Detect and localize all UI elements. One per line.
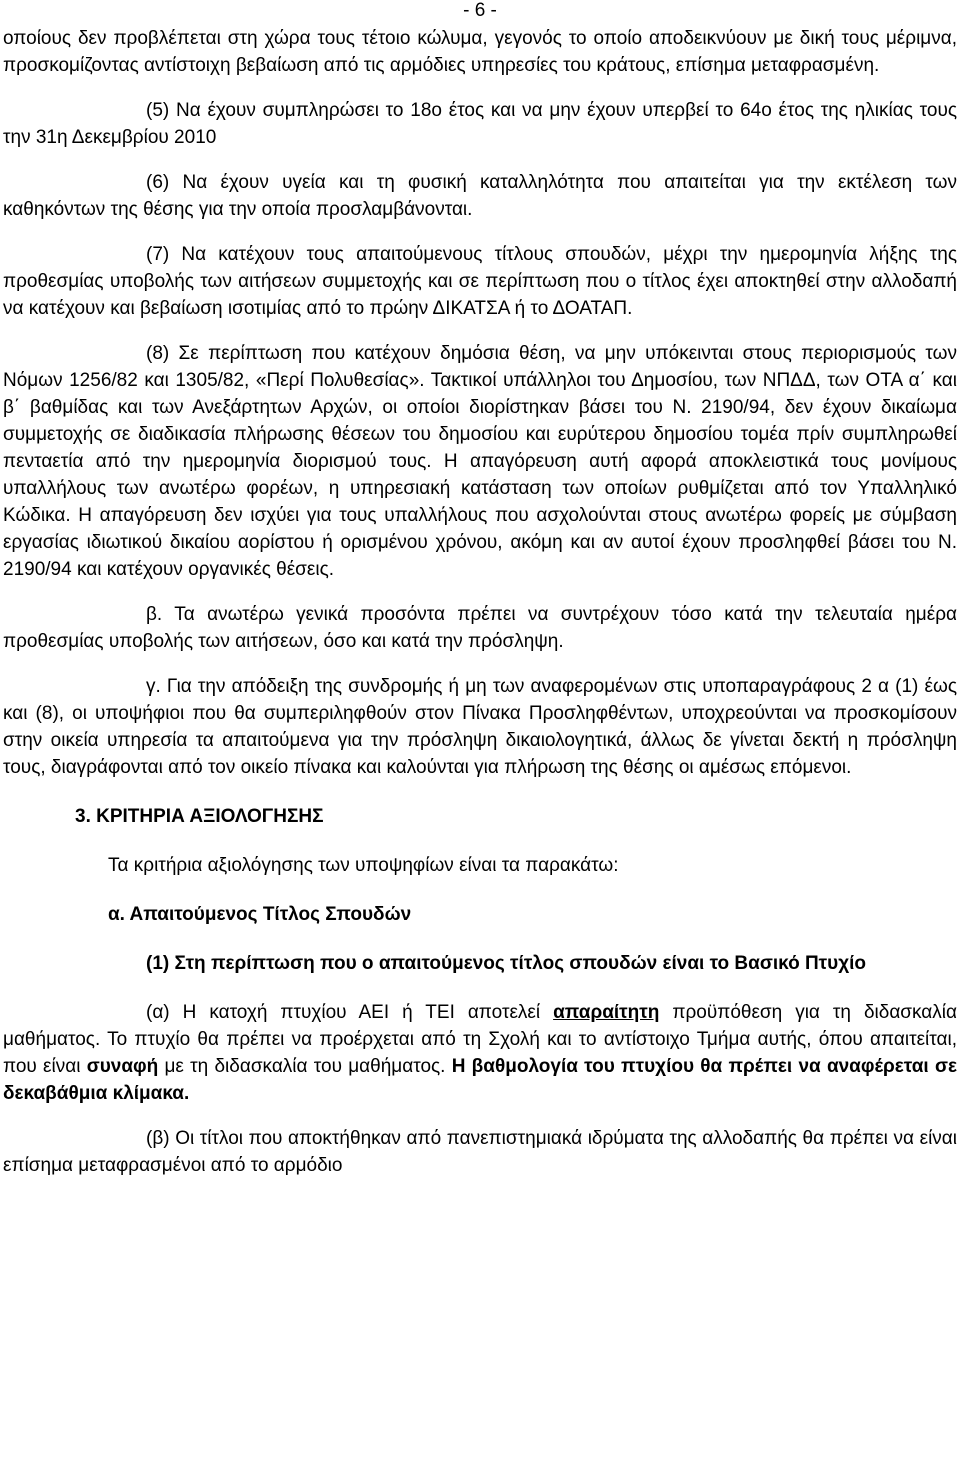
criteria-intro: Τα κριτήρια αξιολόγησης των υποψηφίων είναι τα παρακάτω: [108,855,619,876]
paragraph-alpha-part1: (α) Η κατοχή πτυχίου ΑΕΙ ή ΤΕΙ αποτελεί [146,1002,554,1023]
bold-sentence: Η βαθμολογία του πτυχίου θα πρέπει να αναφέρεται σε δεκαβάθμια κλίμακα. [3,1056,957,1104]
bold-term: συναφή [86,1056,159,1077]
paragraph-b: β. Τα ανωτέρω γενικά προσόντα πρέπει να συντρέχουν τόσο κατά την τελευταία ημέρα προθεσμίας υποβολής των αιτήσεων, όσο και κατά την πρόσληψη. [3,604,957,652]
paragraph-item-8: (8) Σε περίπτωση που κατέχουν δημόσια θέση, να μην υπόκεινται στους περιορισμούς των Νόμων 1256/82 και 1305/82, «Περί Πολυθεσίας». Τακτικοί υπάλληλοι του Δημοσίου, των ΝΠΔΔ, των ΟΤΑ α΄ και β΄ βαθμίδας και των Ανεξάρτητων Αρχών, οι οποίοι διορίστηκαν βάσει του Ν. 2190/94, δεν έχουν δικαίωμα συμμετοχής σε διαδικασία πλήρωσης θέσεων του δημοσίου και ευρύτερου δημοσίου τομέα πρίν συμπληρωθεί πενταετία από την ημερομηνία διορισμού τους. Η απαγόρευση αυτή αφορά αποκλειστικά τους μονίμους υπαλλήλους των ανωτέρω φορέων, η υπηρεσιακή κατάσταση των οποίων ρυθμίζεται από τον Υπαλληλικό Κώδικα. Η απαγόρευση δεν ισχύει για τους υπαλλήλους που ασχολούνται στους ανωτέρω φορείς με σύμβαση εργασίας ιδιωτικού δικαίου αορίστου ή ορισμένου χρόνου, ακόμη και αν αυτοί έχουν προσληφθεί βάσει του Ν. 2190/94 και κατέχουν οργανικές θέσεις. [3,343,957,580]
paragraph-item-6: (6) Να έχουν υγεία και τη φυσική καταλληλότητα που απαιτείται για την εκτέλεση των καθηκόντων της θέσης για την οποία προσλαμβάνονται. [3,172,957,220]
paragraph-item-5: (5) Να έχουν συμπληρώσει το 18ο έτος και να μην έχουν υπερβεί το 64ο έτος της ηλικίας τους την 31η Δεκεμβρίου 2010 [3,100,957,148]
paragraph-beta: (β) Οι τίτλοι που αποκτήθηκαν από πανεπιστημιακά ιδρύματα της αλλοδαπής θα πρέπει να είναι επίσημα μεταφρασμένοι από το αρμόδιο [3,1128,957,1176]
subheading-1: (1) Στη περίπτωση που ο απαιτούμενος τίτλος σπουδών είναι το Βασικό Πτυχίο [146,953,867,974]
paragraph-alpha-part3: με τη διδασκαλία του μαθήματος. [158,1056,452,1077]
paragraph-item-7: (7) Να κατέχουν τους απαιτούμενους τίτλους σπουδών, μέχρι την ημερομηνία λήξης της προθεσμίας υποβολής των αιτήσεων συμμετοχής και σε περίπτωση που ο τίτλος έχει αποκτηθεί στην αλλοδαπή να κατέχουν και βεβαίωση ισοτιμίας από το πρώην ΔΙΚΑΤΣΑ ή το ΔΟΑΤΑΠ. [3,244,957,319]
subheading-a: α. Απαιτούμενος Τίτλος Σπουδών [108,904,412,925]
paragraph-continuation: οποίους δεν προβλέπεται στη χώρα τους τέτοιο κώλυμα, γεγονός το οποίο αποδεικνύουν με δική τους μέριμνα, προσκομίζοντας αντίστοιχη βεβαίωση από τις αρμόδιες υπηρεσίες του κράτους, επίσημα μεταφρασμένη. [3,28,957,76]
document-body [3,25,957,1179]
paragraph-alpha [3,999,957,1107]
page-number: - 6 - [463,0,497,21]
paragraph-alpha-part2: προϋπόθεση για τη διδασκαλία μαθήματος. Το πτυχίο θα πρέπει να προέρχεται από τη Σχολή και το αντίστοιχο Τμήμα αυτής, όπου απαιτείται, που είναι [3,1002,957,1077]
paragraph-g: γ. Για την απόδειξη της συνδρομής ή μη των αναφερομένων στις υποπαραγράφους 2 α (1) έως και (8), οι υποψήφιοι που θα συμπεριληφθούν στον Πίνακα Προσληφθέντων, υποχρεούνται να προσκομίσουν στην οικεία υπηρεσία τα απαιτούμενα για την πρόσληψη δικαιολογητικά, άλλως δε γίνεται δεκτή η πρόσληψη τους, διαγράφονται από τον οικείο πίνακα και καλούνται για πλήρωση της θέσης οι αμέσως επόμενοι. [3,676,957,778]
underlined-term: απαραίτητη [553,1002,660,1023]
section-heading-3: 3. ΚΡΙΤΗΡΙΑ ΑΞΙΟΛΟΓΗΣΗΣ [75,806,324,827]
